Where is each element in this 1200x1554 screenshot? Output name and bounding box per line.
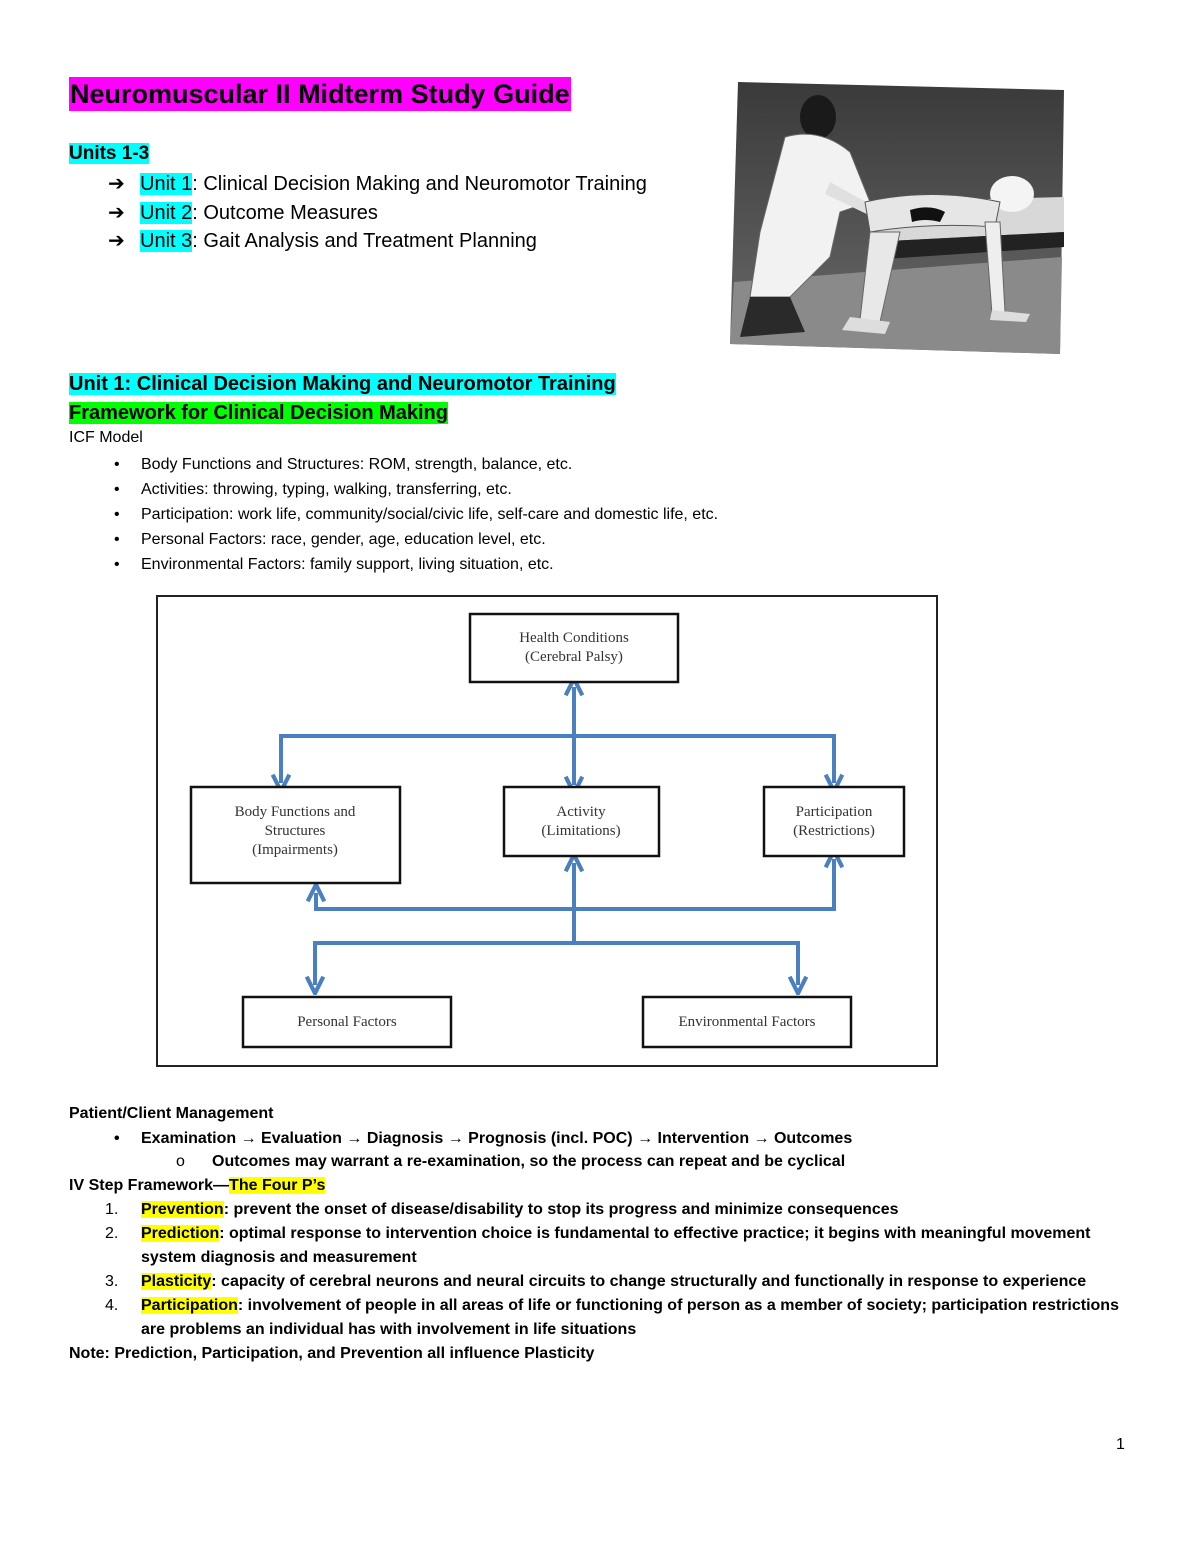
unit-text: : Gait Analysis and Treatment Planning xyxy=(192,230,537,252)
participation-line1: Participation xyxy=(795,804,873,820)
four-ps-list xyxy=(105,1198,1145,1342)
bullet-text: Activities: throwing, typing, walking, transferring, etc. xyxy=(141,481,512,498)
body-line1: Body Functions and xyxy=(234,804,356,820)
bullet-icon: • xyxy=(114,1130,120,1147)
term: Participation xyxy=(141,1297,238,1314)
bullet-text: Body Functions and Structures: ROM, strength, balance, etc. xyxy=(141,456,573,473)
four-ps-highlight: The Four P’s xyxy=(229,1177,326,1194)
bullet-icon: • xyxy=(114,456,120,473)
bullet-text: Personal Factors: race, gender, age, education level, etc. xyxy=(141,531,546,548)
box-activity xyxy=(504,787,659,856)
term: Prediction xyxy=(141,1225,220,1242)
pcm-bullet-list xyxy=(114,1126,852,1151)
unit-label: Unit 1 xyxy=(140,173,193,195)
bullet-icon: • xyxy=(114,481,120,498)
box-personal-factors xyxy=(243,997,451,1047)
unit-text: : Clinical Decision Making and Neuromotor Training xyxy=(192,173,647,195)
units-heading-text: Units 1-3 xyxy=(69,143,150,164)
list-item xyxy=(105,1222,1145,1270)
list-item xyxy=(105,1294,1145,1342)
item-number: 1. xyxy=(105,1201,119,1218)
unit-text: : Outcome Measures xyxy=(192,201,378,224)
iv-label-text: IV Step Framework— xyxy=(69,1177,230,1194)
health-line2: (Cerebral Palsy) xyxy=(525,649,623,665)
unit1-heading-text: Unit 1: Clinical Decision Making and Neuromotor Training xyxy=(69,373,616,395)
list-item xyxy=(108,199,647,228)
page-number: 1 xyxy=(1116,1436,1125,1453)
box-participation xyxy=(764,787,904,856)
framework-heading-text: Framework for Clinical Decision Making xyxy=(69,402,448,424)
bullet-text: Examination → Evaluation → Diagnosis → Prognosis (incl. POC) → Intervention → Outcomes xyxy=(141,1130,853,1147)
activity-line2: (Limitations) xyxy=(541,823,621,839)
arrow-icon: ➔ xyxy=(108,230,125,252)
unit1-heading xyxy=(69,370,616,398)
definition: : prevent the onset of disease/disability to stop its progress and minimize consequences xyxy=(223,1201,899,1218)
box-body-functions xyxy=(191,787,400,883)
item-number: 4. xyxy=(105,1297,119,1314)
bullet-icon: • xyxy=(114,556,120,573)
term: Plasticity xyxy=(141,1273,212,1290)
list-item xyxy=(114,502,718,527)
arrow-icon: ➔ xyxy=(108,201,125,224)
definition: : optimal response to intervention choice is fundamental to effective practice; it begins with meaningful movement system diagnosis and measurement xyxy=(141,1225,1091,1266)
list-item xyxy=(114,452,718,477)
icf-model-label: ICF Model xyxy=(69,429,143,446)
list-item xyxy=(105,1198,1145,1222)
icf-bullet-list xyxy=(114,452,718,577)
bullet-text: Environmental Factors: family support, living situation, etc. xyxy=(141,556,554,573)
list-item xyxy=(114,1126,852,1151)
definition: : capacity of cerebral neurons and neural circuits to change structurally and functionally in response to experience xyxy=(211,1273,1087,1290)
arrow-icon: ➔ xyxy=(108,173,125,195)
list-item xyxy=(114,552,718,577)
list-item xyxy=(114,477,718,502)
framework-heading xyxy=(69,399,448,427)
participation-line2: (Restrictions) xyxy=(793,823,875,839)
units-heading xyxy=(69,142,149,166)
unit-label: Unit 3 xyxy=(140,230,193,252)
page-title: Neuromuscular II Midterm Study Guide xyxy=(70,79,570,109)
iv-step-label xyxy=(69,1174,325,1198)
list-item xyxy=(108,170,647,199)
pcm-label: Patient/Client Management xyxy=(69,1105,274,1122)
sub-bullet-marker: o xyxy=(176,1153,185,1170)
photo-therapist-patient-icon xyxy=(730,82,1064,354)
list-item xyxy=(105,1270,1145,1294)
activity-line1: Activity xyxy=(556,804,606,820)
bullet-icon: • xyxy=(114,531,120,548)
definition: : involvement of people in all areas of life or functioning of person as a member of society; participation restrictions are problems an individual has with involvement in life situations xyxy=(141,1297,1119,1338)
list-item xyxy=(108,227,647,256)
list-item xyxy=(114,527,718,552)
units-list xyxy=(108,170,647,256)
body-line3: (Impairments) xyxy=(252,842,338,858)
box-environmental-factors xyxy=(643,997,851,1047)
health-line1: Health Conditions xyxy=(519,630,629,646)
term: Prevention xyxy=(141,1201,224,1218)
body-line2: Structures xyxy=(264,823,326,839)
note-text: Note: Prediction, Participation, and Prevention all influence Plasticity xyxy=(69,1345,595,1362)
item-number: 2. xyxy=(105,1225,119,1242)
sub-bullet-text: Outcomes may warrant a re-examination, so the process can repeat and be cyclical xyxy=(212,1153,846,1170)
unit-label: Unit 2 xyxy=(140,201,193,224)
bullet-icon: • xyxy=(114,506,120,523)
personal-text: Personal Factors xyxy=(297,1014,397,1030)
bullet-text: Participation: work life, community/social/civic life, self-care and domestic life, etc. xyxy=(141,506,719,523)
icf-diagram xyxy=(156,595,938,1067)
pcm-sub-item xyxy=(176,1150,845,1174)
item-number: 3. xyxy=(105,1273,119,1290)
environmental-text: Environmental Factors xyxy=(678,1014,816,1030)
box-health-conditions xyxy=(470,614,678,682)
